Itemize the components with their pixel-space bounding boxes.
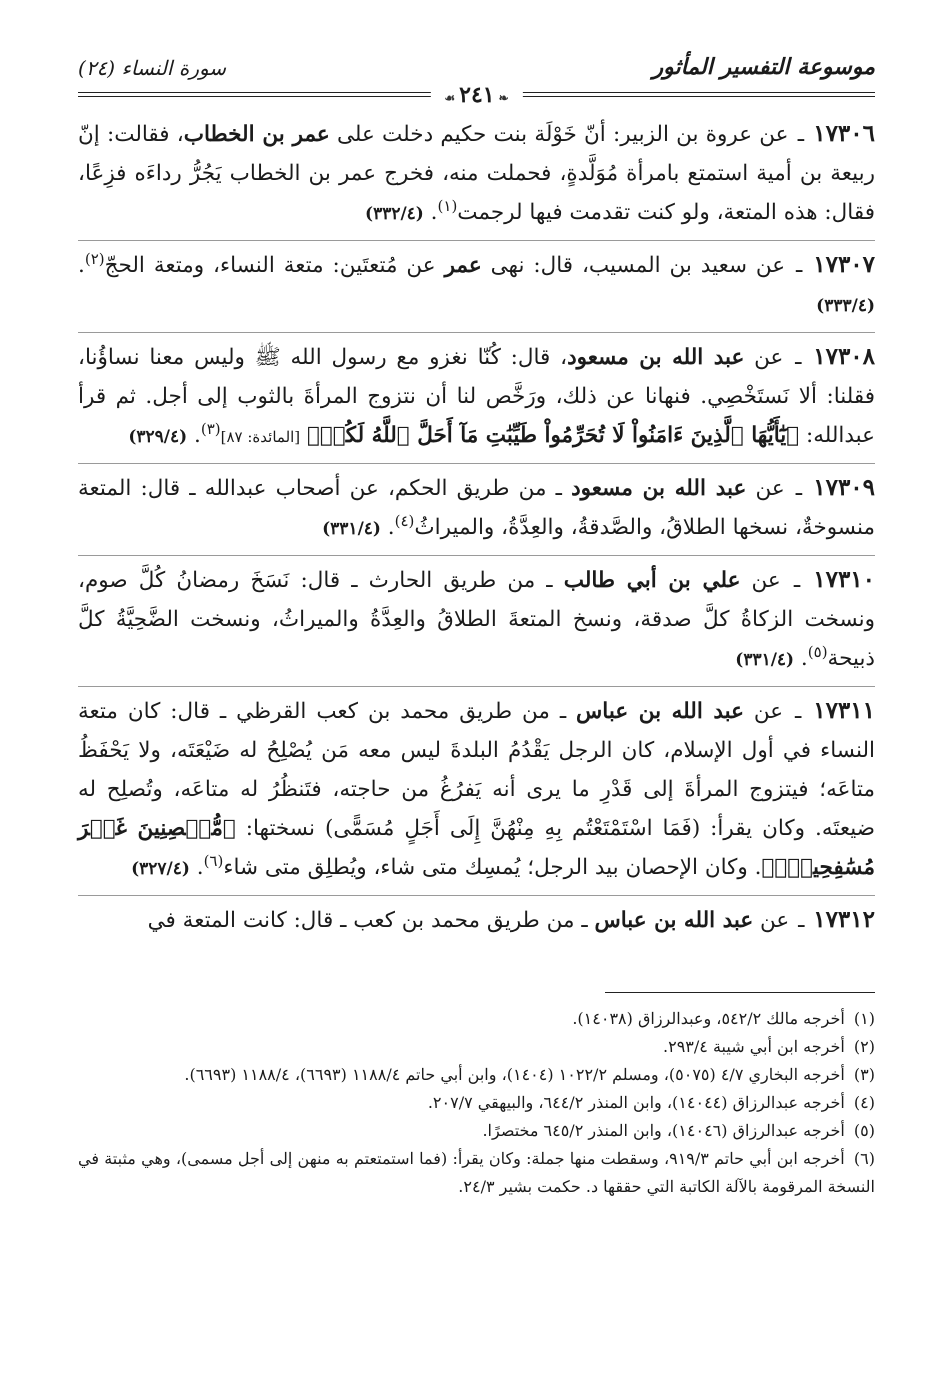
footnote-number: (٦) <box>853 1149 875 1168</box>
document-page <box>78 52 875 1201</box>
entry-text: ـ من طريق محمد بن كعب القرظي ـ قال: كان متعة النساء في أول الإسلام، كان الرجل يَقْدُمُ البلدةَ ليس معه مَن يُصْلِحُ له ضَيْعَتَه، ولا يَحْفَظُ متاعَه؛ فيتزوج المرأةَ إلى قَدْرِ ما يرى أنه يَفرُغُ من حاجته، فتَنظُرُ له متاعَه، وتُصلِح له ضيعتَه. وكان يقرأ: (فَمَا اسْتَمْتَعْتُم بِهِ مِنْهُنَّ إِلَى أَجَلٍ مُسَمًّى) نسختها: <box>78 699 875 841</box>
footnote-item <box>78 1005 875 1033</box>
footnote-text: أخرجه مالك ٥٤٢/٢، وعبدالرزاق (١٤٠٣٨). <box>572 1009 845 1028</box>
footnote-ref[interactable]: (٣) <box>200 419 221 438</box>
entry-intro: عن <box>760 908 790 933</box>
entry-intro: عن عروة بن الزبير: أنّ خَوْلَة بنت حكيم دخلت على <box>336 122 789 147</box>
footnote-item <box>78 1089 875 1117</box>
narrator-name: عبد الله بن عباس <box>576 699 744 724</box>
running-header <box>78 52 875 108</box>
footnote-text: أخرجه البخاري ٤/٧ (٥٠٧٥)، ومسلم ١٠٢٢/٢ (١٤٠٤)، وابن أبي حاتم ١١٨٨/٤ (٦٦٩٣)، ١١٨٨/٤ (٦٦٩٣). <box>184 1065 845 1084</box>
footnote-ref[interactable]: (٤) <box>394 511 415 530</box>
footnote-text: أخرجه عبدالرزاق (١٤٠٤٦)، وابن المنذر ٦٤٥/٢ مختصرًا. <box>482 1121 845 1140</box>
entry-text: ، قال: كُنّا نغزو مع رسول الله ﷺ وليس معنا نساؤُنا، فقلنا: ألا نَستَخْصِي. فنهانا عن ذلك، ورَخَّص لنا أن نتزوج المرأةَ بالثوب إلى أجل. ثم قرأ عبدالله: <box>78 345 875 448</box>
footnote-ref[interactable]: (٢) <box>84 249 105 268</box>
entry-intro: عن سعيد بن المسيب، قال: نهى <box>490 253 786 278</box>
footnote-item <box>78 1033 875 1061</box>
entry-intro: عن <box>755 476 785 501</box>
narrator-name: عبد الله بن مسعود <box>567 345 745 370</box>
entries <box>78 114 875 946</box>
ornament-icon: ❧ <box>498 91 509 105</box>
entry-17312: ١٧٣١٢ ـ عن عبد الله بن عباس ـ من طريق محمد بن كعب ـ قال: كانت المتعة في <box>147 906 875 933</box>
footnotes <box>78 1005 875 1201</box>
entry-number: ١٧٣٠٧ <box>813 251 876 278</box>
page-number <box>430 82 522 108</box>
quran-reference: [المائدة: ٨٧] <box>220 428 301 446</box>
footnote-number: (٢) <box>853 1037 875 1056</box>
entry-text: ، فقالت: إنّ ربيعة بن أمية استمتع بامرأة مُوَلَّدةٍ، فحملت منه، فخرج عمر بن الخطاب يَجُرُّ رداءَه فزِعًا، فقال: هذه المتعة، ولو كنت تقدمت فيها لرجمت <box>78 122 875 225</box>
entry-17310: ١٧٣١٠ ـ عن علي بن أبي طالب ـ من طريق الحارث ـ قال: نَسَخَ رمضانُ كُلَّ صوم، ونسخت الزكاةُ كلَّ صدقة، ونسخ المتعةَ الطلاقُ والعِدَّةُ والميراثُ، ونسخت الضَّحِيَّةُ كلَّ ذبيحة$^{(٥)}$. (٣٣١/٤) <box>78 560 875 687</box>
quran-verse: ﴿يَٰٓأَيُّهَا ٱلَّذِينَ ءَامَنُواْ لَا تُحَرِّمُواْ طَيِّبَٰتِ مَآ أَحَلَّ ٱللَّهُ لَكُمۡ﴾ <box>307 423 800 448</box>
volume-citation: (٣٢٩/٤) <box>128 427 188 447</box>
entry-number: ١٧٣١٠ <box>813 566 876 593</box>
entry-intro: عن <box>751 568 781 593</box>
footnote-number: (٣) <box>853 1065 875 1084</box>
entry-text: ـ من طريق الحكم، عن أصحاب عبدالله ـ قال: المتعة منسوخةٌ، نسخها الطلاقُ، والصَّدقةُ، والعِدَّةُ، والميراثُ <box>78 476 875 540</box>
footnote-number: (٤) <box>853 1093 875 1112</box>
quran-verse: ﴿مُّحۡصِنِينَ غَيۡرَ مُسَٰفِحِينَۚ﴾ <box>78 816 875 880</box>
entry-17309: ١٧٣٠٩ ـ عن عبد الله بن مسعود ـ من طريق الحكم، عن أصحاب عبدالله ـ قال: المتعة منسوخةٌ، نسخها الطلاقُ، والصَّدقةُ، والعِدَّةُ، والميراثُ$^{(٤)}$. (٣٣١/٤) <box>78 468 875 556</box>
entry-number: ١٧٣٠٦ <box>813 120 875 147</box>
narrator-name: عبد الله بن مسعود <box>571 476 747 501</box>
footnote-text: أخرجه ابن أبي شيبة ٢٩٣/٤. <box>663 1037 845 1056</box>
entry-17306: ١٧٣٠٦ ـ عن عروة بن الزبير: أنّ خَوْلَة بنت حكيم دخلت على عمر بن الخطاب، فقالت: إنّ ربيعة بن أمية استمتع بامرأة مُوَلَّدةٍ، فحملت منه، فخرج عمر بن الخطاب يَجُرُّ رداءَه فزِعًا، فقال: هذه المتعة، ولو كنت تقدمت فيها لرجمت$^{(١)}$. (٣٣٢/٤) <box>78 114 875 241</box>
entry-text: ـ من طريق الحارث ـ قال: نَسَخَ رمضانُ كُلَّ صوم، ونسخت الزكاةُ كلَّ صدقة، ونسخ المتعةَ الطلاقُ والعِدَّةُ والميراثُ، ونسخت الضَّحِيَّةُ كلَّ ذبيحة <box>78 568 875 671</box>
entry-number: ١٧٣٠٩ <box>813 474 876 501</box>
volume-citation: (٣٢٧/٤) <box>131 859 190 879</box>
entry-17307: ١٧٣٠٧ ـ عن سعيد بن المسيب، قال: نهى عمر عن مُتعتَين: متعة النساء، ومتعة الحجّ$^{(٢)}$. (٣٣٣/٤) <box>78 245 875 333</box>
entry-17311: ١٧٣١١ ـ عن عبد الله بن عباس ـ من طريق محمد بن كعب القرظي ـ قال: كان متعة النساء في أول الإسلام، كان الرجل يَقْدُمُ البلدةَ ليس معه مَن يُصْلِحُ له ضَيْعَتَه، ولا يَحْفَظُ متاعَه؛ فيتزوج المرأةَ إلى قَدْرِ ما يرى أنه يَفرُغُ من حاجته، فتَنظُرُ له متاعَه، وتُصلِح له ضيعتَه. وكان يقرأ: (فَمَا اسْتَمْتَعْتُم بِهِ مِنْهُنَّ إِلَى أَجَلٍ مُسَمًّى) نسختها: ﴿مُّحۡصِنِينَ غَيۡرَ مُسَٰفِحِينَۚ﴾. وكان الإحصان بيد الرجل؛ يُمسِك متى شاء، ويُطلِق متى شاء$^{(٦)}$. (٣٢٧/٤) <box>78 691 875 896</box>
entry-number: ١٧٣٠٨ <box>813 343 876 370</box>
volume-citation: (٣٣٢/٤) <box>365 204 424 224</box>
entry-number: ١٧٣١٢ <box>813 906 875 933</box>
footnote-text: أخرجه عبدالرزاق (١٤٠٤٤)، وابن المنذر ٦٤٤/٢، والبيهقي ٢٠٧/٧. <box>427 1093 845 1112</box>
footnote-ref[interactable]: (٥) <box>807 642 828 661</box>
footnote-text: أخرجه ابن أبي حاتم ٩١٩/٣، وسقطت منها جملة: وكان يقرأ: (فما استمتعتم به منهن إلى أجل مسمى)، وهي مثبتة في النسخة المرقومة بالآلة الكاتبة التي حققها د. حكمت بشير ٢٤/٣. <box>78 1149 875 1196</box>
footnote-separator <box>605 992 875 993</box>
entry-text-continued: . وكان الإحصان بيد الرجل؛ يُمسِك متى شاء، ويُطلِق متى شاء <box>223 855 762 880</box>
footnote-item <box>78 1061 875 1089</box>
ornament-icon: ☙ <box>444 91 456 105</box>
narrator-name: عمر <box>444 253 482 278</box>
footnote-number: (٥) <box>853 1121 875 1140</box>
narrator-name: عبد الله بن عباس <box>594 908 754 933</box>
entry-intro: عن <box>754 345 784 370</box>
narrator-name: عمر بن الخطاب <box>183 122 330 147</box>
footnote-number: (١) <box>853 1009 875 1028</box>
volume-citation: (٣٣١/٤) <box>735 650 795 670</box>
page-number-text: ٢٤١ <box>459 82 495 108</box>
entry-number: ١٧٣١١ <box>813 697 875 724</box>
entry-text: عن مُتعتَين: متعة النساء، ومتعة الحجّ <box>104 253 436 278</box>
entry-17308: ١٧٣٠٨ ـ عن عبد الله بن مسعود، قال: كُنّا نغزو مع رسول الله ﷺ وليس معنا نساؤُنا، فقلنا: ألا نَستَخْصِي. فنهانا عن ذلك، ورَخَّص لنا أن نتزوج المرأةَ بالثوب إلى أجل. ثم قرأ عبدالله: ﴿يَٰٓأَيُّهَا ٱلَّذِينَ ءَامَنُواْ لَا تُحَرِّمُواْ طَيِّبَٰتِ مَآ أَحَلَّ ٱللَّهُ لَكُمۡ﴾ [المائدة: ٨٧]$^{(٣)}$. (٣٢٩/٤) <box>78 337 875 464</box>
footnote-item <box>78 1145 875 1201</box>
footnote-ref[interactable]: (١) <box>437 196 458 215</box>
entry-intro: عن <box>753 699 784 724</box>
footnote-ref[interactable]: (٦) <box>203 851 224 870</box>
volume-citation: (٣٣١/٤) <box>322 519 381 539</box>
entry-text: ـ من طريق محمد بن كعب ـ قال: كانت المتعة في <box>147 908 588 933</box>
book-title: موسوعة التفسير المأثور <box>652 54 875 80</box>
volume-citation: (٣٣٣/٤) <box>816 296 875 316</box>
narrator-name: علي بن أبي طالب <box>563 568 741 593</box>
surah-label: سورة النساء (٢٤) <box>78 56 227 80</box>
footnote-item <box>78 1117 875 1145</box>
